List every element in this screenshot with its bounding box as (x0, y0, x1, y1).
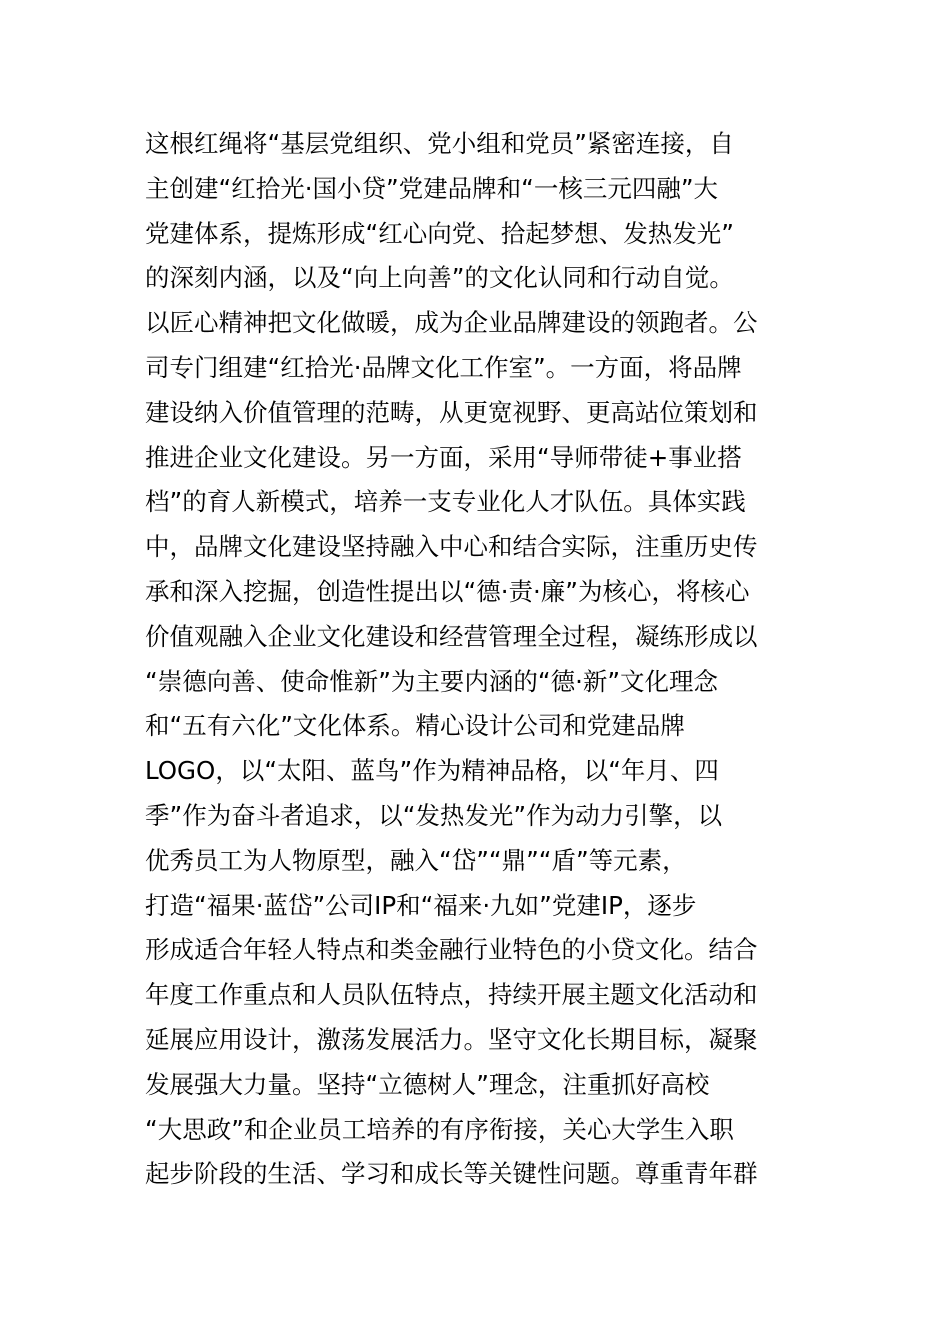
text-line: 起步阶段的生活、学习和成长等关键性问题。尊重青年群 (145, 1159, 758, 1189)
text-line: 司专门组建“红拾光·品牌文化工作室”。一方面，将品牌 (145, 352, 742, 382)
text-line: 季”作为奋斗者追求，以“发热发光”作为动力引擎，以 (145, 800, 723, 830)
text-line: 年度工作重点和人员队伍特点，持续开展主题文化活动和 (145, 980, 758, 1010)
text-line: 形成适合年轻人特点和类金融行业特色的小贷文化。结合 (145, 935, 758, 965)
text-line: 这根红绳将“基层党组织、党小组和党员”紧密连接，自 (145, 129, 734, 158)
text-line: 的深刻内涵，以及“向上向善”的文化认同和行动自觉。 (145, 263, 734, 293)
text-line: 以匠心精神把文化做暖，成为企业品牌建设的领跑者。公 (145, 308, 758, 338)
text-line: “崇德向善、使命惟新”为主要内涵的“德·新”文化理念 (145, 666, 719, 696)
text-line: 推进企业文化建设。另一方面，采用“导师带徒+事业搭 (145, 442, 742, 472)
text-line: 档”的育人新模式，培养一支专业化人才队伍。具体实践 (145, 487, 746, 517)
text-line: 优秀员工为人物原型，融入“岱”“鼎”“盾”等元素， (145, 845, 687, 875)
body-text (145, 122, 825, 1197)
text-line: LOGO，以“太阳、蓝鸟”作为精神品格，以“年月、四 (145, 756, 719, 786)
text-line: 价值观融入企业文化建设和经营管理全过程，凝练形成以 (145, 621, 758, 651)
text-line: “大思政”和企业员工培养的有序衔接，关心大学生入职 (145, 1114, 734, 1144)
text-line: 和“五有六化”文化体系。精心设计公司和党建品牌 (145, 711, 685, 741)
text-line: 中，品牌文化建设坚持融入中心和结合实际，注重历史传 (145, 532, 758, 562)
text-line: 发展强大力量。坚持“立德树人”理念，注重抓好高校 (145, 1069, 710, 1099)
text-line: 承和深入挖掘，创造性提出以“德·责·廉”为核心，将核心 (145, 576, 750, 606)
text-line: 打造“福果·蓝岱”公司IP和“福来·九如”党建IP，逐步 (145, 890, 697, 920)
text-line: 主创建“红拾光·国小贷”党建品牌和“一核三元四融”大 (145, 173, 719, 203)
text-line: 建设纳入价值管理的范畴，从更宽视野、更高站位策划和 (145, 397, 758, 427)
text-line: 党建体系，提炼形成“红心向党、拾起梦想、发热发光” (145, 218, 734, 248)
text-line: 延展应用设计，激荡发展活力。坚守文化长期目标，凝聚 (145, 1024, 758, 1054)
